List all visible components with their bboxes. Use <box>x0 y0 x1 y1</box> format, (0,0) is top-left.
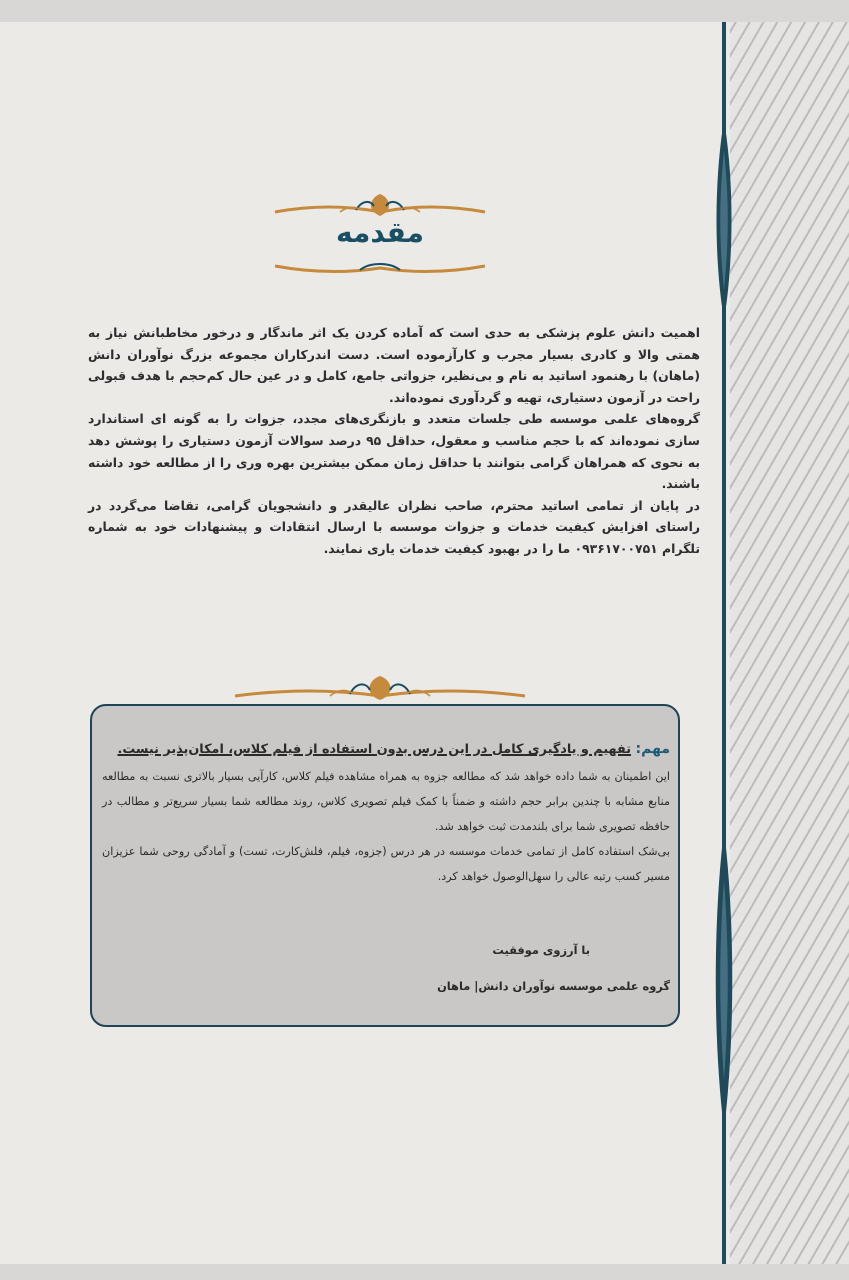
intro-text <box>88 322 700 560</box>
spine-ornament-top <box>712 120 736 320</box>
note-headline: تفهیم و یادگیری کامل در این درس بدون استفاده از فیلم کلاس، امکان‌پذیر نیست. <box>117 742 632 757</box>
note-label: مهم: <box>635 741 670 757</box>
closing-wish: با آرزوی موفقیت <box>492 943 590 957</box>
important-note <box>102 735 670 889</box>
signature: گروه علمی موسسه نوآوران دانش| ماهان <box>437 979 670 993</box>
ornament-box-top-icon <box>230 672 530 706</box>
page-title: مقدمه <box>336 216 424 249</box>
heading-block <box>240 190 520 290</box>
note-paragraph-1: این اطمینان به شما داده خواهد شد که مطالعه جزوه به همراه مشاهده فیلم کلاس، کارآیی بسیار بالاتری نسبت به مطالعه منابع مشابه با چندین برابر حجم داشته و ضمناً با کمک فیلم تصویری کلاس، روند مطالعه شما بسیار سریع‌تر و مطالب در حافظه تصویری شما برای بلندمدت ثبت خواهد شد. <box>102 770 670 833</box>
intro-paragraph-2: گروه‌های علمی موسسه طی جلسات متعدد و بازنگری‌های مجدد، جزوات را به گونه ای استاندارد سازی نموده‌اند که با حجم مناسب و معقول، حداقل ۹۵ درصد سوالات آزمون دستیاری را پوشش دهد به نحوی که همراهان گرامی بتوانند با حداقل زمان ممکن بیشترین بهره وری را از مطالعه خود داشته باشند. <box>88 411 700 492</box>
decorative-stripe-border <box>730 22 849 1264</box>
signature-block <box>420 932 670 1004</box>
intro-paragraph-3: در پایان از تمامی اساتید محترم، صاحب نظران عالیقدر و دانشجویان گرامی، تقاضا می‌گردد در راستای افزایش کیفیت خدمات و جزوات موسسه با ارسال انتقادات و پیشنهادات خود به شماره تلگرام ۰۹۳۶۱۷۰۰۷۵۱ ما را در بهبود کیفیت خدمات یاری نمایند. <box>88 497 700 556</box>
note-paragraph-2: بی‌شک استفاده کامل از تمامی خدمات موسسه در هر درس (جزوه، فیلم، فلش‌کارت، تست) و آمادگی روحی شما عزیزان مسیر کسب رتبه عالی را سهل‌الوصول خواهد کرد. <box>102 845 670 883</box>
note-headline-row <box>102 735 670 764</box>
intro-paragraph-1: اهمیت دانش علوم پزشکی به حدی است که آماده کردن یک اثر ماندگار و درخور مخاطبانش نیاز به همتی والا و کادری بسیار مجرب و کارآزموده است. دست اندرکاران مجموعه بزرگ نوآوران دانش (ماهان) با رهنمود اساتید به نام و بی‌نظیر، جزواتی جامع، کامل و در عین حال کم‌حجم با هدف قبولی راحت در آزمون دستیاری، تهیه و گردآوری نموده‌اند. <box>88 325 700 405</box>
ornament-under-title-icon <box>270 260 490 280</box>
spine-ornament-bottom <box>712 830 736 1130</box>
